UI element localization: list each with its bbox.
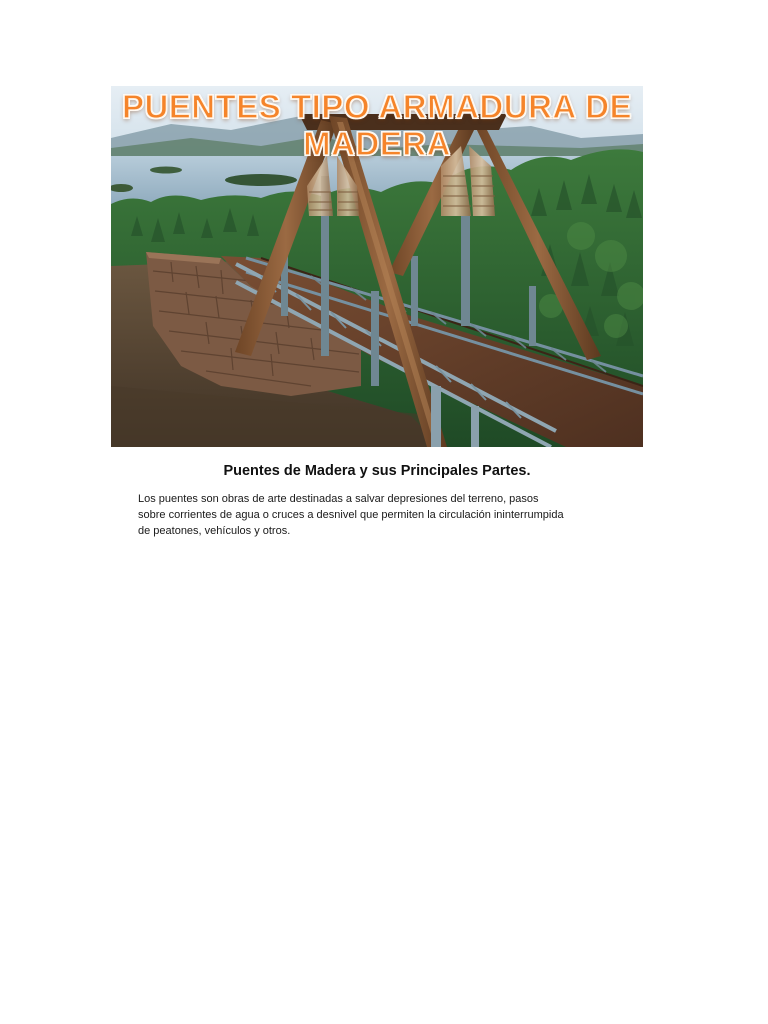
slide-card <box>111 86 643 538</box>
section-heading: Puentes de Madera y sus Principales Partes. <box>223 463 531 479</box>
bridge-photo <box>111 86 643 447</box>
body-paragraph: Los puentes son obras de arte destinadas a salvar depresiones del terreno, pasos sobre corrientes de agua o cruces a desnivel que permiten la circulación ininterrumpida de peatones, vehículos y otros. <box>138 493 564 537</box>
slide-title: PUENTES TIPO ARMADURA DE MADERA <box>121 88 633 162</box>
